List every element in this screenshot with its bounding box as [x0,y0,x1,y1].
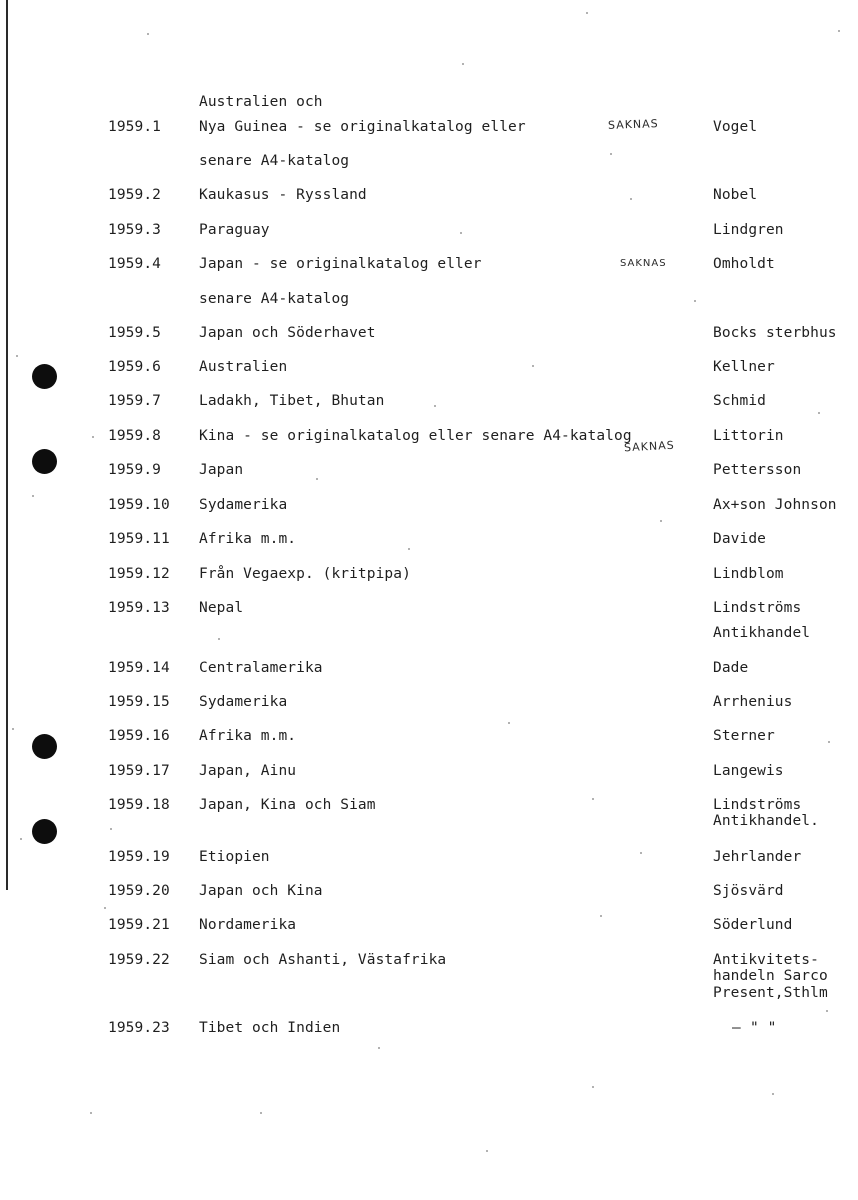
item-description: Japan, Ainu [199,763,297,779]
item-number: 1959.14 [108,660,170,676]
item-recipient: Sterner [713,728,775,744]
item-description: Japan och Kina [199,883,323,899]
item-recipient: Lindgren [713,222,784,238]
item-description: Paraguay [199,222,270,238]
item-recipient: Littorin [713,428,784,444]
item-number: 1959.9 [108,462,161,478]
left-margin-line [6,0,8,890]
punch-hole [32,449,57,474]
item-description: Etiopien [199,849,270,865]
item-description: Australien [199,359,288,375]
scan-speck [434,405,436,407]
item-description: senare A4-katalog [199,153,350,169]
scan-speck [90,1112,92,1114]
scan-speck [630,198,632,200]
scan-speck [32,495,34,497]
ditto-dash: – [732,1020,741,1036]
item-description: Från Vegaexp. (kritpipa) [199,566,411,582]
item-recipient: Antikhandel [713,625,811,641]
scan-speck [110,828,112,830]
scan-speck [828,741,830,743]
scan-speck [316,478,318,480]
scan-speck [378,1047,380,1049]
scan-speck [92,436,94,438]
scan-speck [838,30,840,32]
item-number: 1959.19 [108,849,170,865]
item-recipient: " " [750,1020,777,1036]
item-recipient: Antikhandel. [713,813,819,829]
item-recipient: Dade [713,660,749,676]
item-number: 1959.11 [108,531,170,547]
item-description: Afrika m.m. [199,728,297,744]
item-recipient: Arrhenius [713,694,793,710]
item-description: Japan, Kina och Siam [199,797,376,813]
item-number: 1959.5 [108,325,161,341]
item-description: senare A4-katalog [199,291,350,307]
item-number: 1959.4 [108,256,161,272]
scan-speck [104,907,106,909]
item-recipient: Lindströms [713,797,802,813]
item-description: Tibet och Indien [199,1020,341,1036]
scan-speck [600,915,602,917]
item-description: Ladakh, Tibet, Bhutan [199,393,385,409]
item-recipient: Pettersson [713,462,802,478]
scan-speck [462,63,464,65]
scan-speck [20,838,22,840]
item-description: Kaukasus - Ryssland [199,187,367,203]
scan-speck [826,1010,828,1012]
item-number: 1959.16 [108,728,170,744]
item-recipient: Lindströms [713,600,802,616]
item-recipient: Vogel [713,119,758,135]
scan-speck [592,798,594,800]
handwritten-note: SAKNAS [607,117,659,132]
scan-speck [12,728,14,730]
item-recipient: Present,Sthlm [713,985,828,1001]
item-number: 1959.1 [108,119,161,135]
item-recipient: Antikvitets- [713,952,819,968]
item-recipient: Langewis [713,763,784,779]
scan-speck [460,232,462,234]
scan-speck [660,520,662,522]
item-recipient: Sjösvärd [713,883,784,899]
scan-speck [592,1086,594,1088]
item-description: Centralamerika [199,660,323,676]
item-recipient: handeln Sarco [713,968,828,984]
scan-speck [586,12,588,14]
scan-speck [640,852,642,854]
item-number: 1959.21 [108,917,170,933]
item-description: Japan [199,462,244,478]
item-description: Sydamerika [199,694,288,710]
item-description: Japan - se originalkatalog eller [199,256,482,272]
item-number: 1959.6 [108,359,161,375]
scan-speck [818,412,820,414]
item-number: 1959.15 [108,694,170,710]
item-number: 1959.3 [108,222,161,238]
scan-speck [147,33,149,35]
item-recipient: Bocks sterbhus [713,325,837,341]
item-description: Japan och Söderhavet [199,325,376,341]
item-recipient: Jehrlander [713,849,802,865]
item-number: 1959.7 [108,393,161,409]
item-recipient: Söderlund [713,917,793,933]
punch-hole [32,364,57,389]
item-number: 1959.23 [108,1020,170,1036]
scan-speck [694,300,696,302]
item-number: 1959.2 [108,187,161,203]
item-description: Siam och Ashanti, Västafrika [199,952,447,968]
handwritten-note: SAKNAS [623,438,675,455]
item-recipient: Davide [713,531,766,547]
item-number: 1959.22 [108,952,170,968]
item-number: 1959.17 [108,763,170,779]
item-recipient: Nobel [713,187,758,203]
item-description: Nordamerika [199,917,297,933]
item-description: Kina - se originalkatalog eller senare A4-katalog [199,428,632,444]
scan-speck [218,638,220,640]
item-recipient: Lindblom [713,566,784,582]
scan-speck [508,722,510,724]
punch-hole [32,734,57,759]
scan-speck [16,355,18,357]
item-number: 1959.12 [108,566,170,582]
item-recipient: Omholdt [713,256,775,272]
item-recipient: Schmid [713,393,766,409]
item-number: 1959.8 [108,428,161,444]
item-description: Sydamerika [199,497,288,513]
scan-speck [532,365,534,367]
scan-speck [772,1093,774,1095]
scan-speck [486,1150,488,1152]
item-recipient: Ax+son Johnson [713,497,837,513]
item-recipient: Kellner [713,359,775,375]
item-description: Australien och [199,94,323,110]
item-description: Nepal [199,600,244,616]
scan-speck [408,548,410,550]
item-number: 1959.10 [108,497,170,513]
handwritten-note: SAKNAS [620,258,667,269]
item-description: Nya Guinea - se originalkatalog eller [199,119,526,135]
item-number: 1959.20 [108,883,170,899]
item-number: 1959.13 [108,600,170,616]
item-number: 1959.18 [108,797,170,813]
scan-speck [610,153,612,155]
punch-hole [32,819,57,844]
item-description: Afrika m.m. [199,531,297,547]
scan-speck [260,1112,262,1114]
